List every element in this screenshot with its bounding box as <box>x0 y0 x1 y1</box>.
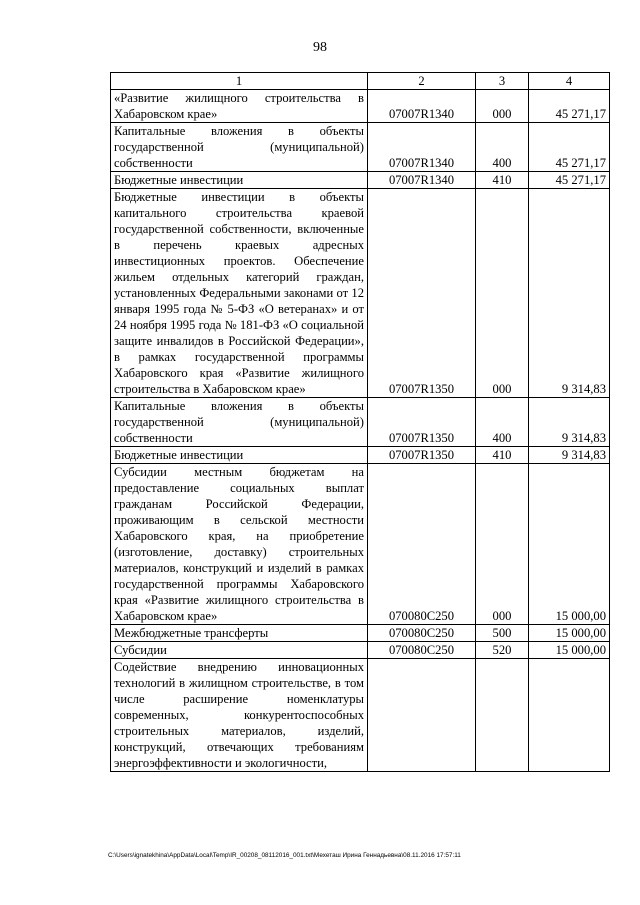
column-header-code: 2 <box>368 73 476 90</box>
row-name: Бюджетные инвестиции в объекты капитального строительства краевой государственной собственности, включенные в перечень краевых адресных инвестиционных проектов. Обеспечение жильем отдельных категорий граждан, установленных Федеральными законами от 12 января 1995 года № 5-ФЗ «О ветеранах» и от 24 ноября 1995 года № 181-ФЗ «О социальной защите инвалидов в Российской Федерации», в рамках государственной программы Хабаровского края «Развитие жилищного строительства в Хабаровском крае» <box>111 189 368 398</box>
row-vr: 000 <box>476 90 529 123</box>
row-code: 07007R1350 <box>368 447 476 464</box>
column-header-vr: 3 <box>476 73 529 90</box>
row-code: 07007R1350 <box>368 189 476 398</box>
row-name: Бюджетные инвестиции <box>111 172 368 189</box>
row-vr: 520 <box>476 642 529 659</box>
row-amount: 9 314,83 <box>529 447 610 464</box>
row-name: Содействие внедрению инновационных технологий в жилищном строительстве, в том числе расширение номенклатуры современных, конкурентоспособных строительных материалов, изделий, конструкций, отвечающих требованиям энергоэффективности и экологичности, <box>111 659 368 772</box>
row-code: 070080C250 <box>368 625 476 642</box>
row-amount: 45 271,17 <box>529 172 610 189</box>
table-row <box>111 172 610 189</box>
row-code: 07007R1340 <box>368 90 476 123</box>
row-amount: 45 271,17 <box>529 90 610 123</box>
table-row <box>111 90 610 123</box>
row-amount: 45 271,17 <box>529 123 610 172</box>
row-amount: 15 000,00 <box>529 625 610 642</box>
table-row <box>111 189 610 398</box>
table-header-row <box>111 73 610 90</box>
table-row <box>111 659 610 772</box>
row-name: Капитальные вложения в объекты государственной (муниципальной) собственности <box>111 398 368 447</box>
row-code: 07007R1350 <box>368 398 476 447</box>
table-row <box>111 398 610 447</box>
row-name: Бюджетные инвестиции <box>111 447 368 464</box>
row-code: 070080C250 <box>368 464 476 625</box>
table-row <box>111 625 610 642</box>
file-path-footer: C:\Users\ignatekhina\AppData\Local\Temp\IR_00208_08112016_001.txt\Мехеташ Ирина Геннадьевна\08.11.2016 17:57:11 <box>108 852 461 859</box>
row-vr <box>476 659 529 772</box>
row-amount <box>529 659 610 772</box>
row-name: «Развитие жилищного строительства в Хабаровском крае» <box>111 90 368 123</box>
row-code <box>368 659 476 772</box>
row-vr: 410 <box>476 172 529 189</box>
row-amount: 9 314,83 <box>529 398 610 447</box>
row-vr: 000 <box>476 189 529 398</box>
row-vr: 400 <box>476 123 529 172</box>
row-name: Субсидии местным бюджетам на предоставление социальных выплат гражданам Российской Федерации, проживающим в сельской местности Хабаровского края, на приобретение (изготовление, доставку) строительных материалов, конструкций и изделий в рамках государственной программы Хабаровского края «Развитие жилищного строительства в Хабаровском крае» <box>111 464 368 625</box>
row-name: Субсидии <box>111 642 368 659</box>
row-amount: 15 000,00 <box>529 642 610 659</box>
table-row <box>111 123 610 172</box>
table-row <box>111 447 610 464</box>
table-row <box>111 642 610 659</box>
row-vr: 000 <box>476 464 529 625</box>
row-amount: 9 314,83 <box>529 189 610 398</box>
row-code: 07007R1340 <box>368 172 476 189</box>
row-amount: 15 000,00 <box>529 464 610 625</box>
table-row <box>111 464 610 625</box>
budget-table <box>110 72 610 772</box>
row-name: Капитальные вложения в объекты государственной (муниципальной) собственности <box>111 123 368 172</box>
row-name: Межбюджетные трансферты <box>111 625 368 642</box>
row-vr: 410 <box>476 447 529 464</box>
row-code: 070080C250 <box>368 642 476 659</box>
row-vr: 500 <box>476 625 529 642</box>
row-vr: 400 <box>476 398 529 447</box>
row-code: 07007R1340 <box>368 123 476 172</box>
page-number: 98 <box>313 40 327 55</box>
column-header-amount: 4 <box>529 73 610 90</box>
column-header-name: 1 <box>111 73 368 90</box>
